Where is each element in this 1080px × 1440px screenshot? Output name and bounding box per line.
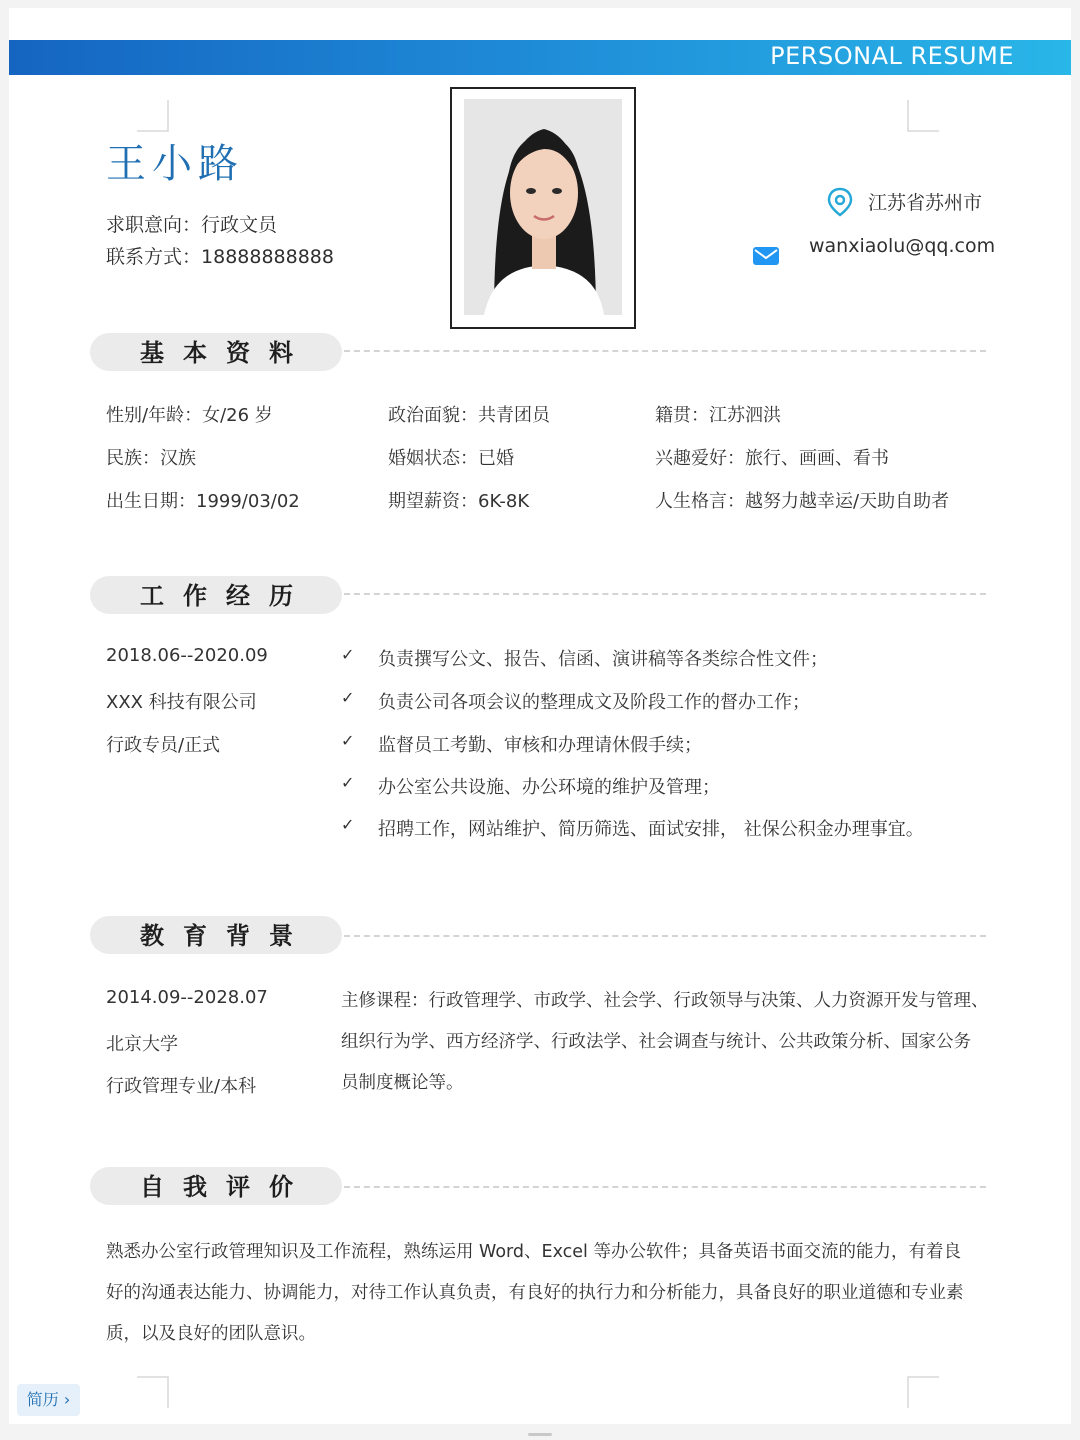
education-school: 北京大学 [106, 1034, 178, 1055]
header-banner [9, 40, 1071, 75]
candidate-name: 王小路 [106, 141, 244, 187]
work-company: XXX 科技有限公司 [106, 692, 257, 713]
education-major: 行政管理专业/本科 [106, 1076, 257, 1097]
check-icon: ✓ [341, 815, 355, 834]
corner-mark-top-left [137, 100, 169, 132]
work-duty: 办公室公共设施、办公环境的维护及管理； [378, 777, 720, 798]
education-period: 2014.09--2028.07 [106, 987, 268, 1008]
resume-tag-button[interactable]: 简历 › [17, 1384, 80, 1416]
work-position: 行政专员/正式 [106, 735, 221, 756]
location-pin-icon [826, 187, 854, 217]
basic-info-item: 期望薪资：6K-8K [388, 491, 530, 512]
home-indicator[interactable] [528, 1433, 552, 1436]
job-intent-label: 求职意向： [106, 214, 202, 236]
work-duty: 监督员工考勤、审核和办理请休假手续； [378, 735, 702, 756]
job-intent-value: 行政文员 [201, 214, 278, 236]
location-text: 江苏省苏州市 [868, 192, 983, 214]
section-title-education: 教育背景 [140, 922, 312, 950]
basic-info-item: 婚姻状态：已婚 [388, 448, 514, 469]
job-intent [106, 210, 277, 237]
section-divider-work [344, 593, 986, 595]
basic-info-item: 民族：汉族 [106, 448, 196, 469]
section-title-work: 工作经历 [140, 582, 312, 610]
basic-info-item: 籍贯：江苏泗洪 [655, 405, 781, 426]
section-divider-basic [344, 350, 986, 352]
check-icon: ✓ [341, 688, 355, 707]
profile-photo-frame [450, 87, 636, 329]
work-period: 2018.06--2020.09 [106, 645, 268, 666]
self-evaluation-line: 质，以及良好的团队意识。 [106, 1324, 316, 1344]
contact-value: 18888888888 [201, 246, 334, 268]
work-duty: 负责公司各项会议的整理成文及阶段工作的督办工作； [378, 692, 810, 713]
education-courses-line: 组织行为学、西方经济学、行政法学、社会调查与统计、公共政策分析、国家公务 [341, 1032, 971, 1052]
self-evaluation-line: 熟悉办公室行政管理知识及工作流程，熟练运用 Word、Excel 等办公软件；具备英语书面交流的能力，有着良 [106, 1242, 961, 1262]
basic-info-item: 政治面貌：共青团员 [388, 405, 550, 426]
section-title-basic: 基本资料 [140, 339, 312, 367]
work-duty: 负责撰写公文、报告、信函、演讲稿等各类综合性文件； [378, 649, 828, 670]
check-icon: ✓ [341, 731, 355, 750]
basic-info-item: 出生日期：1999/03/02 [106, 491, 300, 512]
self-evaluation-line: 好的沟通表达能力、协调能力，对待工作认真负责，有良好的执行力和分析能力，具备良好的职业道德和专业素 [106, 1283, 964, 1303]
section-divider-self [344, 1186, 986, 1188]
corner-mark-bottom-right [907, 1376, 939, 1408]
check-icon: ✓ [341, 773, 355, 792]
basic-info-item: 性别/年龄：女/26 岁 [106, 405, 273, 426]
email-icon [752, 245, 780, 267]
banner-title: PERSONAL RESUME [770, 42, 1014, 70]
work-duty: 招聘工作，网站维护、简历筛选、面试安排， 社保公积金办理事宜。 [378, 819, 924, 840]
section-title-self: 自我评价 [140, 1173, 312, 1201]
basic-info-item: 人生格言：越努力越幸运/天助自助者 [655, 491, 950, 512]
section-divider-education [344, 935, 986, 937]
education-courses-line: 员制度概论等。 [341, 1073, 464, 1093]
education-courses-line: 主修课程：行政管理学、市政学、社会学、行政领导与决策、人力资源开发与管理、 [341, 991, 989, 1011]
basic-info-item: 兴趣爱好：旅行、画画、看书 [655, 448, 889, 469]
email-text: wanxiaolu@qq.com [809, 235, 996, 257]
corner-mark-top-right [907, 100, 939, 132]
check-icon: ✓ [341, 645, 355, 664]
contact-label: 联系方式： [106, 246, 202, 268]
contact-phone [106, 242, 334, 269]
corner-mark-bottom-left [137, 1376, 169, 1408]
profile-photo [464, 99, 622, 315]
